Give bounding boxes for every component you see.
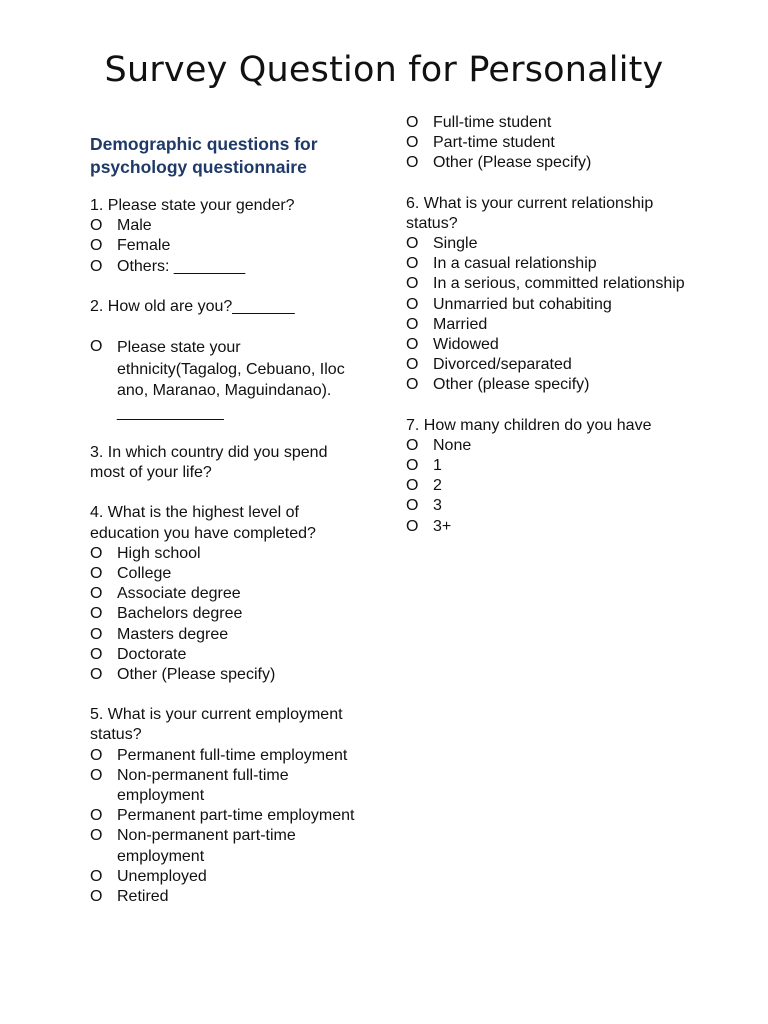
- option-list: [406, 113, 686, 174]
- radio-bullet-icon[interactable]: O: [406, 517, 419, 535]
- option-label: Female: [117, 237, 171, 255]
- radio-bullet-icon[interactable]: O: [90, 625, 103, 643]
- question-employment-continued: [406, 113, 686, 174]
- radio-bullet-icon[interactable]: O: [406, 497, 419, 515]
- option-item[interactable]: [90, 236, 366, 256]
- option-item[interactable]: [90, 665, 366, 685]
- option-list: [90, 544, 366, 685]
- radio-bullet-icon[interactable]: O: [90, 666, 103, 684]
- option-item[interactable]: [406, 153, 686, 173]
- radio-bullet-icon[interactable]: O: [406, 477, 419, 495]
- radio-bullet-icon[interactable]: O: [406, 315, 419, 333]
- question-text: 6. What is your current relationship status?: [406, 194, 654, 232]
- radio-bullet-icon[interactable]: O: [90, 888, 103, 906]
- option-label: Other (Please specify): [433, 154, 592, 172]
- option-item[interactable]: [90, 826, 366, 866]
- radio-bullet-icon[interactable]: O: [406, 356, 419, 374]
- option-item[interactable]: [406, 436, 686, 456]
- question-relationship: [406, 194, 686, 396]
- option-item[interactable]: [90, 216, 366, 236]
- option-item[interactable]: [90, 746, 366, 766]
- option-item[interactable]: [90, 766, 366, 806]
- question-text: 1. Please state your gender?: [90, 197, 295, 214]
- option-item[interactable]: [406, 295, 686, 315]
- right-column: [406, 113, 686, 557]
- option-label: Retired: [117, 888, 169, 906]
- radio-bullet-icon[interactable]: O: [90, 766, 103, 784]
- option-list: [90, 216, 366, 277]
- option-item[interactable]: [90, 604, 366, 624]
- radio-bullet-icon[interactable]: O: [406, 275, 419, 293]
- option-item[interactable]: [406, 274, 686, 294]
- option-item[interactable]: [406, 254, 686, 274]
- radio-bullet-icon[interactable]: O: [90, 544, 103, 562]
- option-label: Married: [433, 315, 488, 333]
- option-item[interactable]: [90, 645, 366, 665]
- option-item[interactable]: [406, 234, 686, 254]
- radio-bullet-icon[interactable]: O: [406, 255, 419, 273]
- option-label: College: [117, 565, 172, 583]
- option-item[interactable]: [90, 887, 366, 907]
- option-label: Unemployed: [117, 867, 207, 885]
- option-item[interactable]: [406, 335, 686, 355]
- option-label: Non-permanent full-time employment: [117, 766, 289, 805]
- option-list: [90, 337, 366, 423]
- question-age: [90, 297, 366, 317]
- option-label: Doctorate: [117, 645, 187, 663]
- question-employment: [90, 705, 366, 907]
- option-item[interactable]: [406, 476, 686, 496]
- option-label: Permanent part-time employment: [117, 807, 355, 825]
- question-country: [90, 443, 366, 483]
- radio-bullet-icon[interactable]: O: [90, 645, 103, 663]
- question-education: [90, 503, 366, 685]
- option-item[interactable]: [90, 257, 366, 277]
- radio-bullet-icon[interactable]: O: [90, 338, 103, 356]
- option-label: Bachelors degree: [117, 605, 243, 623]
- option-label: Full-time student: [433, 114, 552, 131]
- question-ethnicity: [90, 337, 366, 423]
- option-item[interactable]: [90, 806, 366, 826]
- radio-bullet-icon[interactable]: O: [90, 827, 103, 845]
- option-label: Part-time student: [433, 134, 555, 152]
- question-text: 5. What is your current employment status?: [90, 706, 343, 744]
- option-label: Please state your ethnicity(Tagalog, Cebuano, Iloc ano, Maranao, Maguindanao). ____________: [117, 339, 345, 421]
- radio-bullet-icon[interactable]: O: [406, 336, 419, 354]
- option-label: 3+: [433, 517, 452, 535]
- option-item[interactable]: [406, 133, 686, 153]
- option-label: Divorced/separated: [433, 356, 572, 374]
- option-item[interactable]: [406, 456, 686, 476]
- radio-bullet-icon[interactable]: O: [406, 134, 419, 152]
- option-label: Masters degree: [117, 625, 229, 643]
- option-item[interactable]: [90, 564, 366, 584]
- radio-bullet-icon[interactable]: O: [90, 605, 103, 623]
- radio-bullet-icon[interactable]: O: [406, 457, 419, 475]
- option-label: Permanent full-time employment: [117, 746, 348, 764]
- question-children: [406, 416, 686, 537]
- option-label: Unmarried but cohabiting: [433, 295, 612, 313]
- option-item[interactable]: [90, 584, 366, 604]
- option-item[interactable]: [90, 867, 366, 887]
- option-list: [406, 436, 686, 537]
- radio-bullet-icon[interactable]: O: [90, 217, 103, 235]
- option-label: 1: [433, 457, 442, 475]
- option-item[interactable]: [406, 375, 686, 395]
- question-text: 2. How old are you?_______: [90, 297, 295, 315]
- option-item[interactable]: [406, 355, 686, 375]
- option-label: Others: ________: [117, 257, 246, 275]
- option-item[interactable]: [90, 625, 366, 645]
- radio-bullet-icon[interactable]: O: [406, 235, 419, 253]
- option-label: Single: [433, 235, 478, 253]
- radio-bullet-icon[interactable]: O: [90, 746, 103, 764]
- left-column: [90, 133, 366, 927]
- question-text: 4. What is the highest level of education you have completed?: [90, 504, 316, 542]
- option-label: Other (Please specify): [117, 666, 276, 684]
- option-label: 3: [433, 497, 442, 515]
- option-label: Male: [117, 217, 152, 235]
- option-label: High school: [117, 544, 201, 562]
- radio-bullet-icon[interactable]: O: [406, 154, 419, 172]
- radio-bullet-icon[interactable]: O: [90, 237, 103, 255]
- option-list: [406, 234, 686, 396]
- radio-bullet-icon[interactable]: O: [406, 295, 419, 313]
- radio-bullet-icon[interactable]: O: [406, 436, 419, 454]
- option-item[interactable]: [406, 496, 686, 516]
- radio-bullet-icon[interactable]: O: [90, 867, 103, 885]
- question-gender: [90, 196, 366, 277]
- option-label: None: [433, 436, 472, 454]
- option-list: [90, 746, 366, 908]
- option-item[interactable]: [406, 113, 686, 133]
- option-label: In a casual relationship: [433, 255, 597, 273]
- question-text: 3. In which country did you spend most of your life?: [90, 444, 328, 482]
- radio-bullet-icon[interactable]: O: [90, 807, 103, 825]
- section-heading: Demographic questions for psychology questionnaire: [90, 134, 318, 177]
- page-title: Survey Question for Personality: [104, 50, 664, 90]
- radio-bullet-icon[interactable]: O: [90, 257, 103, 275]
- radio-bullet-icon[interactable]: O: [90, 565, 103, 583]
- option-label: Associate degree: [117, 585, 241, 603]
- radio-bullet-icon[interactable]: O: [406, 376, 419, 394]
- option-item[interactable]: [90, 544, 366, 564]
- radio-bullet-icon[interactable]: O: [406, 114, 419, 131]
- option-item[interactable]: [406, 315, 686, 335]
- radio-bullet-icon[interactable]: O: [90, 585, 103, 603]
- option-item[interactable]: [90, 337, 366, 423]
- option-label: Non-permanent part-time employment: [117, 827, 296, 865]
- question-text: 7. How many children do you have: [406, 416, 652, 434]
- option-label: 2: [433, 477, 442, 495]
- option-item[interactable]: [406, 517, 686, 537]
- option-label: In a serious, committed relationship: [433, 275, 685, 293]
- option-label: Other (please specify): [433, 376, 590, 394]
- option-label: Widowed: [433, 336, 499, 354]
